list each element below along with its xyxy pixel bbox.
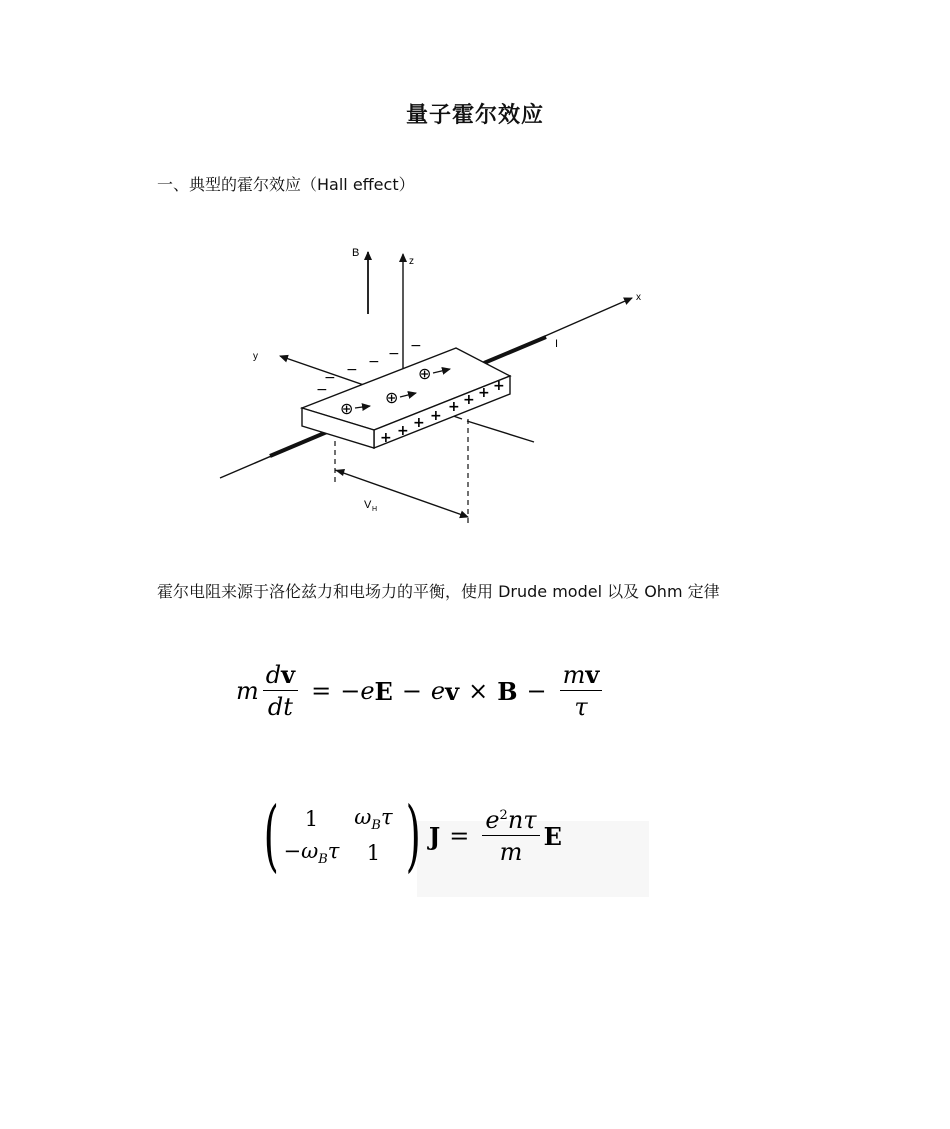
eq1-d: d: [265, 661, 282, 690]
label-vh: V: [364, 499, 372, 511]
label-z: z: [409, 256, 414, 267]
matrix-entry-21: $-\omega_B\tau$: [283, 838, 340, 868]
carrier-symbol: ⊕: [385, 388, 399, 407]
left-paren: (: [263, 791, 279, 881]
negative-charge: −: [410, 338, 422, 354]
eq1-velocity: v: [281, 660, 296, 690]
positive-charge: +: [493, 378, 505, 394]
eq1-derivative: [263, 662, 298, 720]
eq1-velocity3: v: [585, 660, 600, 690]
eq1-mass2: m: [562, 661, 586, 690]
eq2-equals: =: [449, 822, 470, 850]
label-current: I: [555, 338, 559, 350]
matrix-entry-11: 1: [304, 807, 319, 831]
matrix-entry-22: 1: [366, 841, 381, 865]
label-x: x: [636, 292, 641, 303]
negative-charge: −: [324, 370, 336, 386]
positive-charge: +: [380, 430, 392, 446]
eq1-dt: dt: [267, 692, 293, 721]
carrier-symbol: ⊕: [418, 364, 432, 383]
eq1-velocity2: v: [445, 676, 460, 706]
right-paren: ): [406, 791, 422, 881]
label-y: y: [253, 351, 258, 362]
vh-arrow-line: [335, 470, 468, 517]
vh-arrow-start: [335, 469, 345, 476]
eq2-efield: E: [543, 821, 562, 851]
eq1-tau: τ: [574, 692, 588, 721]
positive-charge: +: [430, 408, 442, 424]
matrix-entry-12: $\omega_B\tau$: [354, 804, 393, 834]
eq1-bfield: B: [497, 676, 518, 706]
eq1-damping: [560, 662, 603, 720]
label-vh-subscript: H: [372, 506, 378, 513]
eq1-charge: e: [360, 677, 375, 705]
eq1-mass: m: [236, 677, 259, 705]
eq2-current: J: [428, 821, 441, 851]
positive-charge: +: [413, 415, 425, 431]
body-paragraph: 霍尔电阻来源于洛伦兹力和电场力的平衡，使用 Drude model 以及 Ohm 定律: [157, 582, 720, 601]
negative-charge: −: [316, 382, 328, 398]
carrier-symbol: ⊕: [340, 399, 354, 418]
positive-charge: +: [448, 399, 460, 415]
positive-charge: +: [397, 423, 409, 439]
eq2-fraction: $\frac{e^2n\tau}{m}$: [482, 807, 539, 865]
hall-effect-diagram: [212, 236, 652, 546]
negative-charge: −: [368, 354, 380, 370]
eq1-minus: −: [401, 677, 422, 705]
eq1-neg: −: [340, 677, 361, 705]
eq1-times: ×: [468, 677, 489, 705]
equation-matrix: [256, 793, 562, 879]
negative-charge: −: [346, 362, 358, 378]
negative-charge: −: [388, 346, 400, 362]
positive-charge: +: [478, 385, 490, 401]
conductivity-matrix: [280, 802, 404, 870]
current-wire-thick-right: [484, 337, 546, 363]
eq1-minus2: −: [526, 677, 547, 705]
eq1-efield: E: [374, 676, 393, 706]
y-axis-back: [467, 421, 534, 442]
eq1-charge2: e: [430, 677, 446, 705]
positive-charge: +: [463, 392, 475, 408]
section-heading: 一、典型的霍尔效应（Hall effect）: [157, 175, 415, 194]
label-b: B: [352, 247, 360, 259]
equation-drude: [236, 660, 606, 722]
page-title: 量子霍尔效应: [405, 103, 544, 128]
eq1-equals: =: [311, 677, 332, 705]
